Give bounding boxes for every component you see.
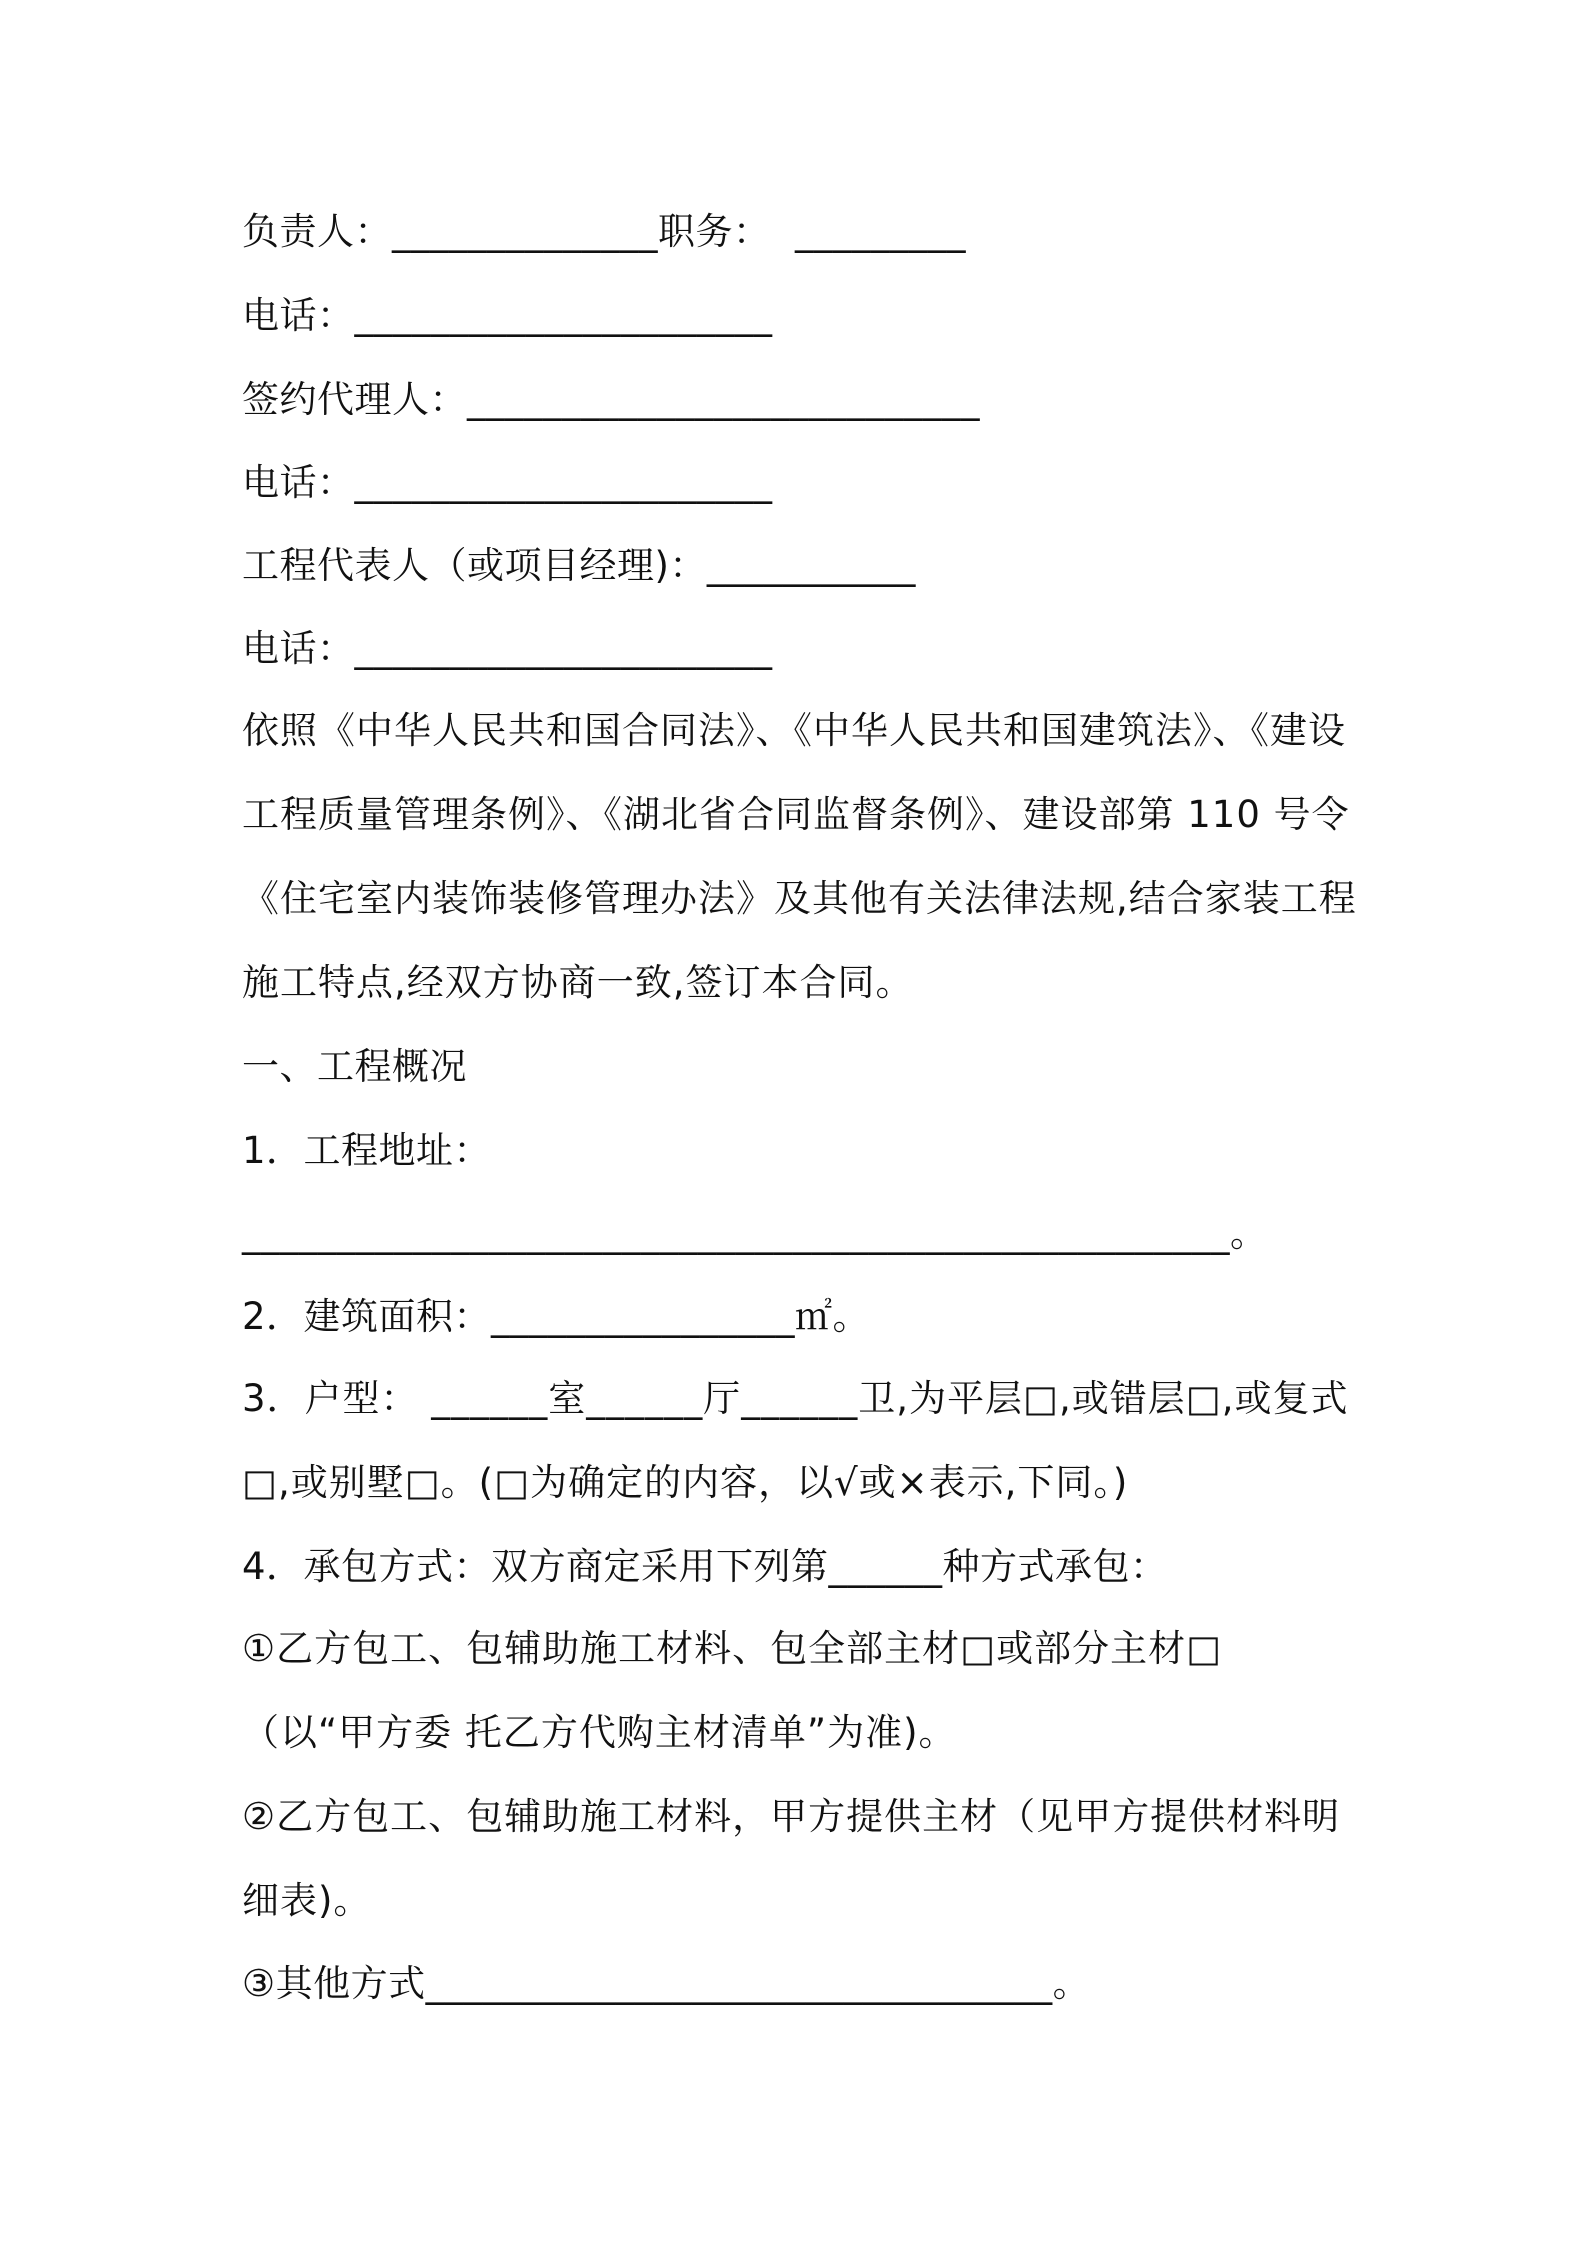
option-2: ②乙方包工、包辅助施工材料，甲方提供主材（见甲方提供材料明细表)。 xyxy=(242,1795,1341,1922)
phone-field-3: 电话：______________________ xyxy=(242,627,773,670)
phone-field-1: 电话：______________________ xyxy=(242,294,773,337)
intro-paragraph: 依照《中华人民共和国合同法》、《中华人民共和国建筑法》、《建设工程质量管理条例》、《湖北省合同监督条例》、建设部第 110 号令《住宅室内装饰装修管理办法》及其他有关法律法规,结合家装工程施工特点,经双方协商一致,签订本合同。 xyxy=(242,709,1357,1004)
section-title: 一、工程概况 xyxy=(242,1045,467,1088)
address-blank-line: ____________________________________________________。 xyxy=(242,1212,1268,1255)
house-type-field: 3．户型： ______室______厅______卫,为平层□,或错层□,或复式□,或别墅□。(□为确定的内容，以√或×表示,下同。) xyxy=(242,1377,1349,1504)
option-1: ①乙方包工、包辅助施工材料、包全部主材□或部分主材□ （以“甲方委 托乙方代购主材清单”为准)。 xyxy=(242,1627,1223,1754)
signing-agent-field: 签约代理人：___________________________ xyxy=(242,378,980,421)
phone-field-2: 电话：______________________ xyxy=(242,461,773,504)
contract-method-field: 4．承包方式：双方商定采用下列第______种方式承包： xyxy=(242,1545,1168,1588)
building-area-field: 2．建筑面积：________________㎡。 xyxy=(242,1295,871,1338)
option-3: ③其他方式_________________________________。 xyxy=(242,1962,1091,2005)
project-manager-field: 工程代表人（或项目经理)：___________ xyxy=(242,544,916,587)
responsible-person-field: 负责人：______________职务： _________ xyxy=(242,210,967,253)
address-label: 1．工程地址： xyxy=(242,1129,492,1172)
